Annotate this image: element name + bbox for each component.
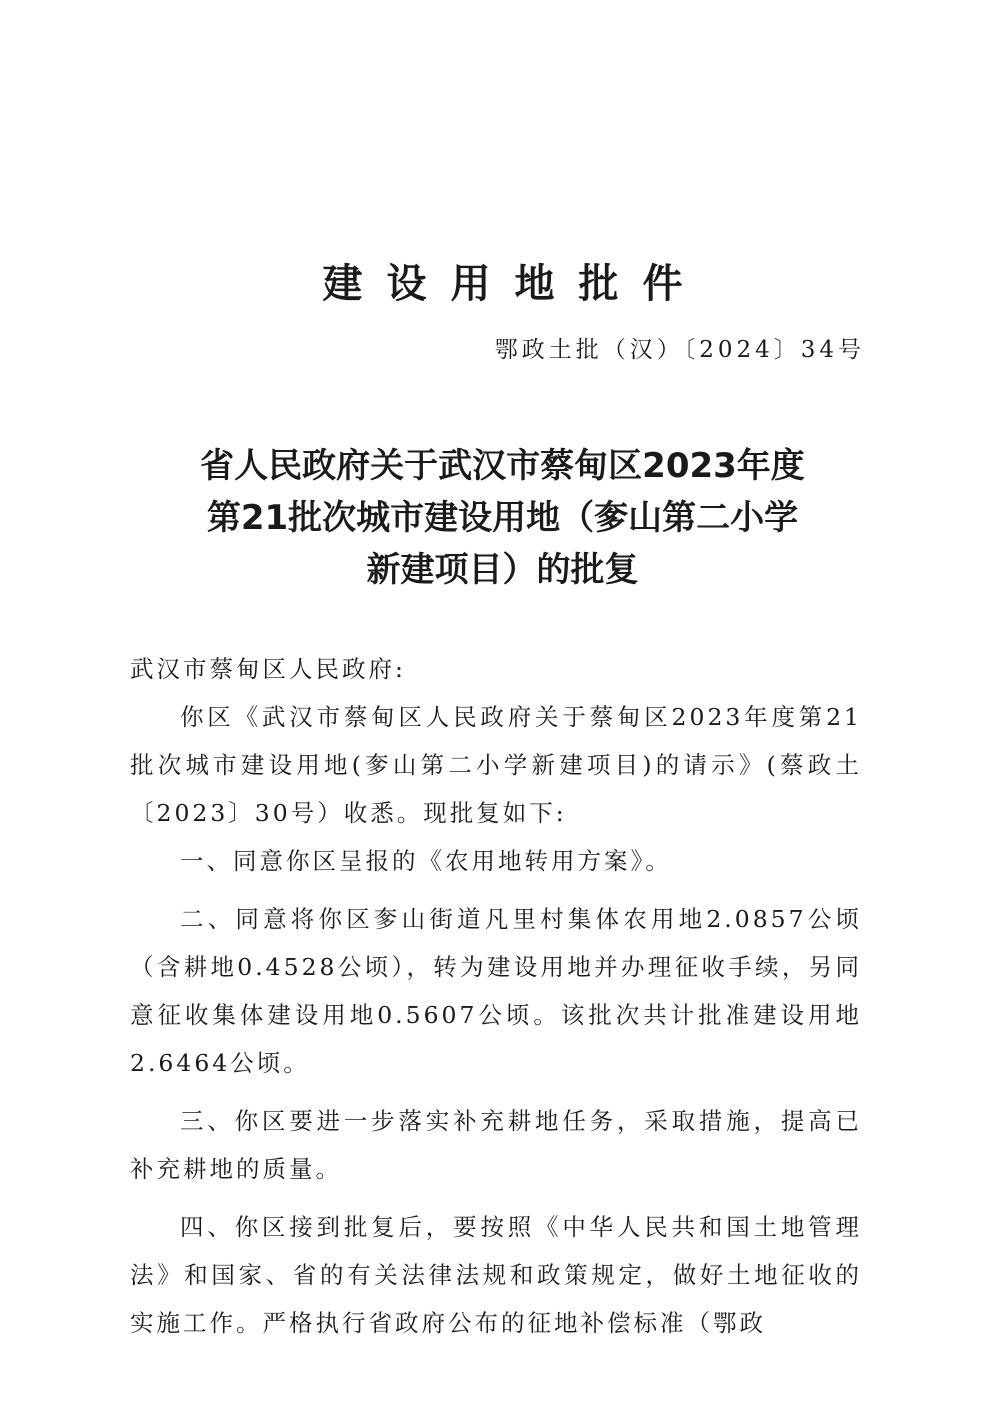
title-line: 新建项目）的批复 xyxy=(366,550,639,590)
document-type-heading: 建设用地批件 xyxy=(322,261,707,307)
body-paragraph: 你区《武汉市蔡甸区人民政府关于蔡甸区2023年度第21批次城市建设用地(奓山第二小学新建项目)的请示》(蔡政土〔2023〕30号）收悉。现批复如下: xyxy=(130,703,862,827)
body-paragraph: 二、同意将你区奓山街道凡里村集体农用地2.0857公顷（含耕地0.4528公顷），转为建设用地并办理征收手续，另同意征收集体建设用地0.5607公顷。该批次共计批准建设用地2.6464公顷。 xyxy=(130,905,862,1077)
addressee: 武汉市蔡甸区人民政府: xyxy=(130,655,406,683)
body-paragraph: 三、你区要进一步落实补充耕地任务，采取措施，提高已补充耕地的质量。 xyxy=(130,1107,862,1183)
body-paragraph: 四、你区接到批复后，要按照《中华人民共和国土地管理法》和国家、省的有关法律法规和政策规定，做好土地征收的实施工作。严格执行省政府公布的征地补偿标准（鄂政 xyxy=(130,1213,862,1337)
document-body xyxy=(130,645,862,1347)
body-paragraph: 一、同意你区呈报的《农用地转用方案》。 xyxy=(180,847,672,875)
title-line: 省人民政府关于武汉市蔡甸区2023年度 xyxy=(200,446,805,486)
document-number: 鄂政土批（汉）〔2024〕34号 xyxy=(494,337,865,363)
title-line: 第21批次城市建设用地（奓山第二小学 xyxy=(206,498,799,538)
document-title xyxy=(0,440,1005,596)
